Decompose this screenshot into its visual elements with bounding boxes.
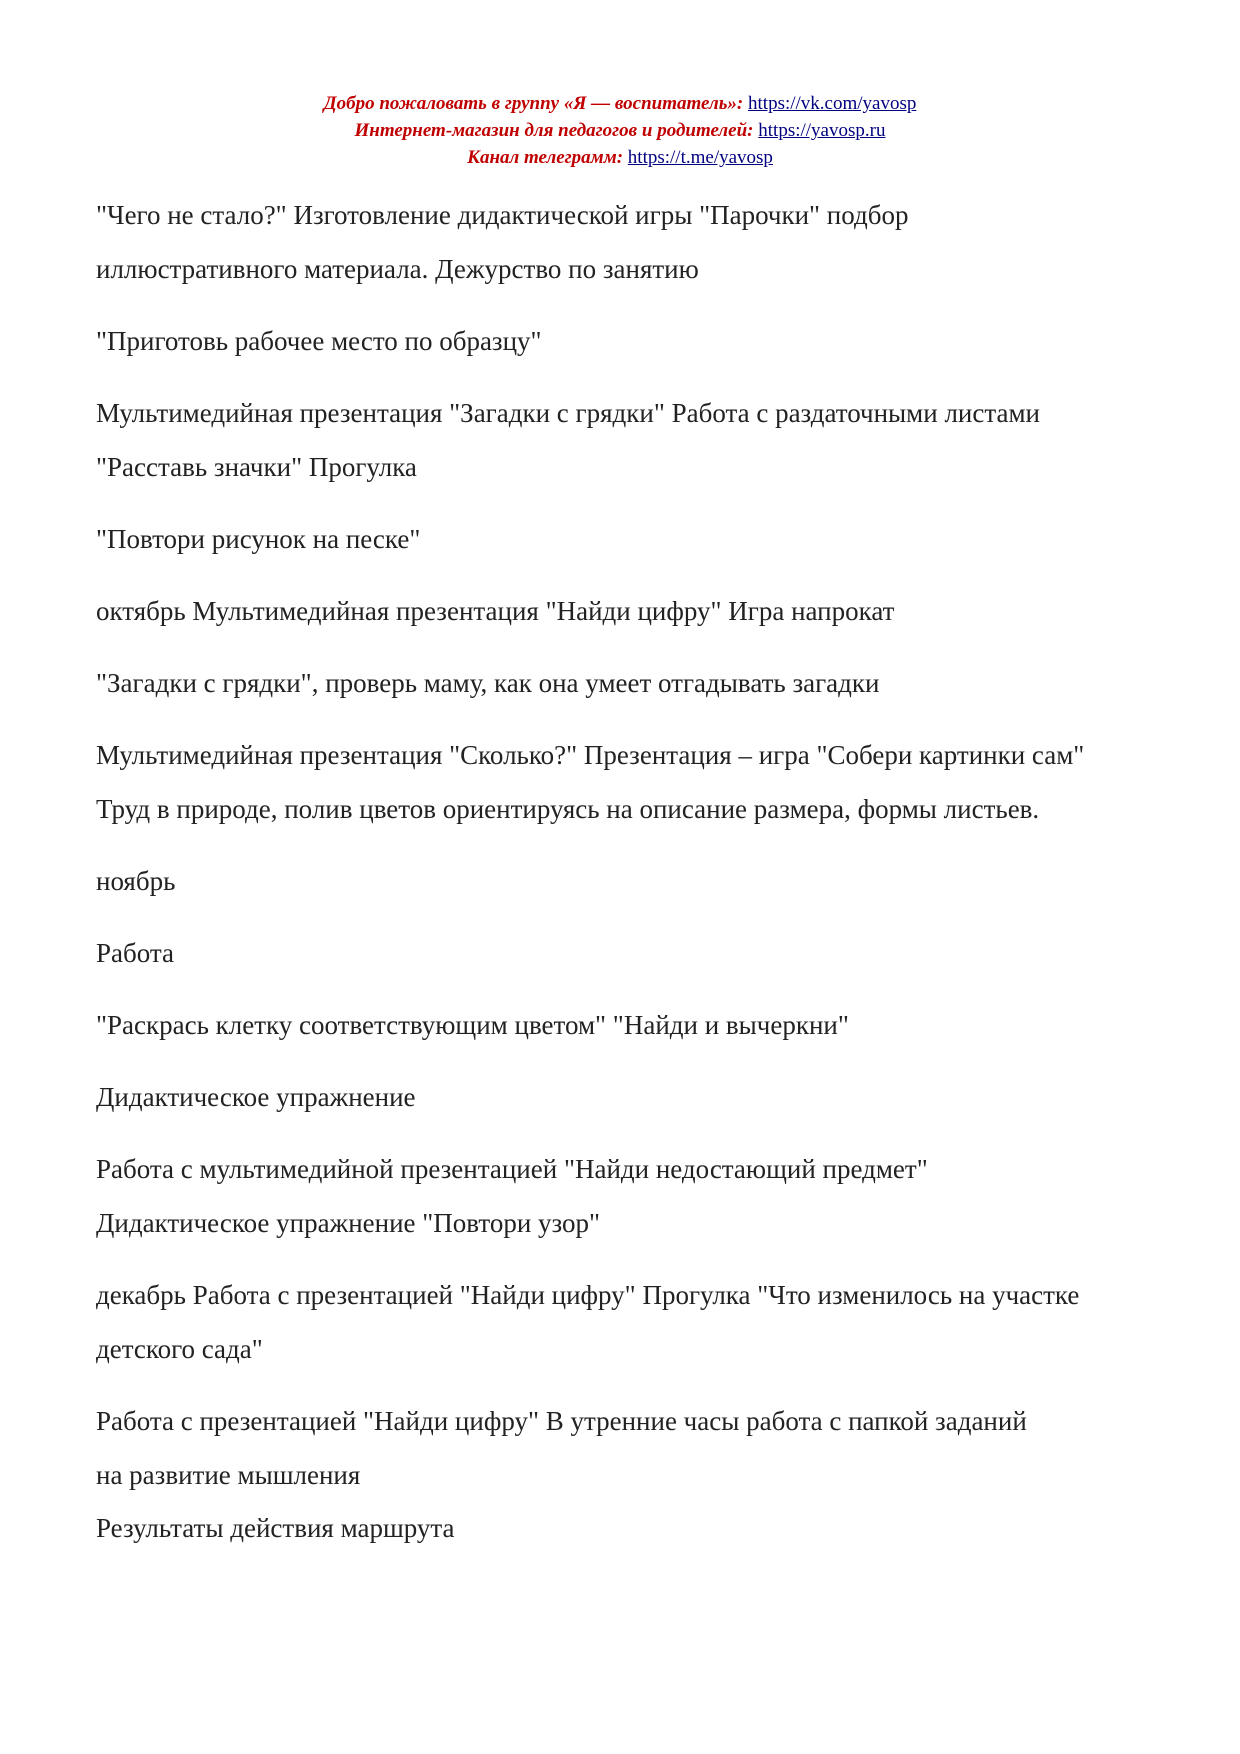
body-line: октябрь Мультимедийная презентация "Найди цифру" Игра напрокат xyxy=(96,596,895,626)
header-line-shop xyxy=(0,117,1240,144)
header-label-telegram: Канал телеграмм: xyxy=(467,147,624,168)
vk-group-link[interactable]: https://vk.com/yavosp xyxy=(748,93,917,114)
body-line: Результаты действия маршрута xyxy=(96,1513,455,1543)
header-label-vk-group: Добро пожаловать в группу «Я — воспитатель»: xyxy=(323,93,744,114)
document-header xyxy=(0,90,1240,171)
shop-link[interactable]: https://yavosp.ru xyxy=(758,120,886,141)
body-line: детского сада" xyxy=(96,1334,263,1364)
body-line: Труд в природе, полив цветов ориентируясь на описание размера, формы листьев. xyxy=(96,794,1040,824)
body-line: Дидактическое упражнение xyxy=(96,1082,416,1112)
body-line: Дидактическое упражнение "Повтори узор" xyxy=(96,1208,601,1238)
body-line: Мультимедийная презентация "Сколько?" Презентация – игра "Собери картинки сам" xyxy=(96,740,1085,770)
body-line: на развитие мышления xyxy=(96,1460,361,1490)
header-line-telegram xyxy=(0,144,1240,171)
body-line: иллюстративного материала. Дежурство по занятию xyxy=(96,254,699,284)
body-line: "Загадки с грядки", проверь маму, как она умеет отгадывать загадки xyxy=(96,668,880,698)
body-line: ноябрь xyxy=(96,866,176,896)
body-line: декабрь Работа с презентацией "Найди цифру" Прогулка "Что изменилось на участке xyxy=(96,1280,1080,1310)
body-line: "Расставь значки" Прогулка xyxy=(96,452,417,482)
body-line: "Приготовь рабочее место по образцу" xyxy=(96,326,542,356)
body-line: Мультимедийная презентация "Загадки с грядки" Работа с раздаточными листами xyxy=(96,398,1041,428)
body-line: "Повтори рисунок на песке" xyxy=(96,524,421,554)
body-line: "Раскрась клетку соответствующим цветом" "Найди и вычеркни" xyxy=(96,1010,849,1040)
header-label-shop: Интернет-магазин для педагогов и родителей: xyxy=(354,120,754,141)
header-line-vk-group xyxy=(0,90,1240,117)
body-line: "Чего не стало?" Изготовление дидактической игры "Парочки" подбор xyxy=(96,200,909,230)
telegram-link[interactable]: https://t.me/yavosp xyxy=(627,147,773,168)
body-line: Работа с презентацией "Найди цифру" В утренние часы работа с папкой заданий xyxy=(96,1406,1027,1436)
body-line: Работа xyxy=(96,938,174,968)
body-line: Работа с мультимедийной презентацией "Найди недостающий предмет" xyxy=(96,1154,928,1184)
